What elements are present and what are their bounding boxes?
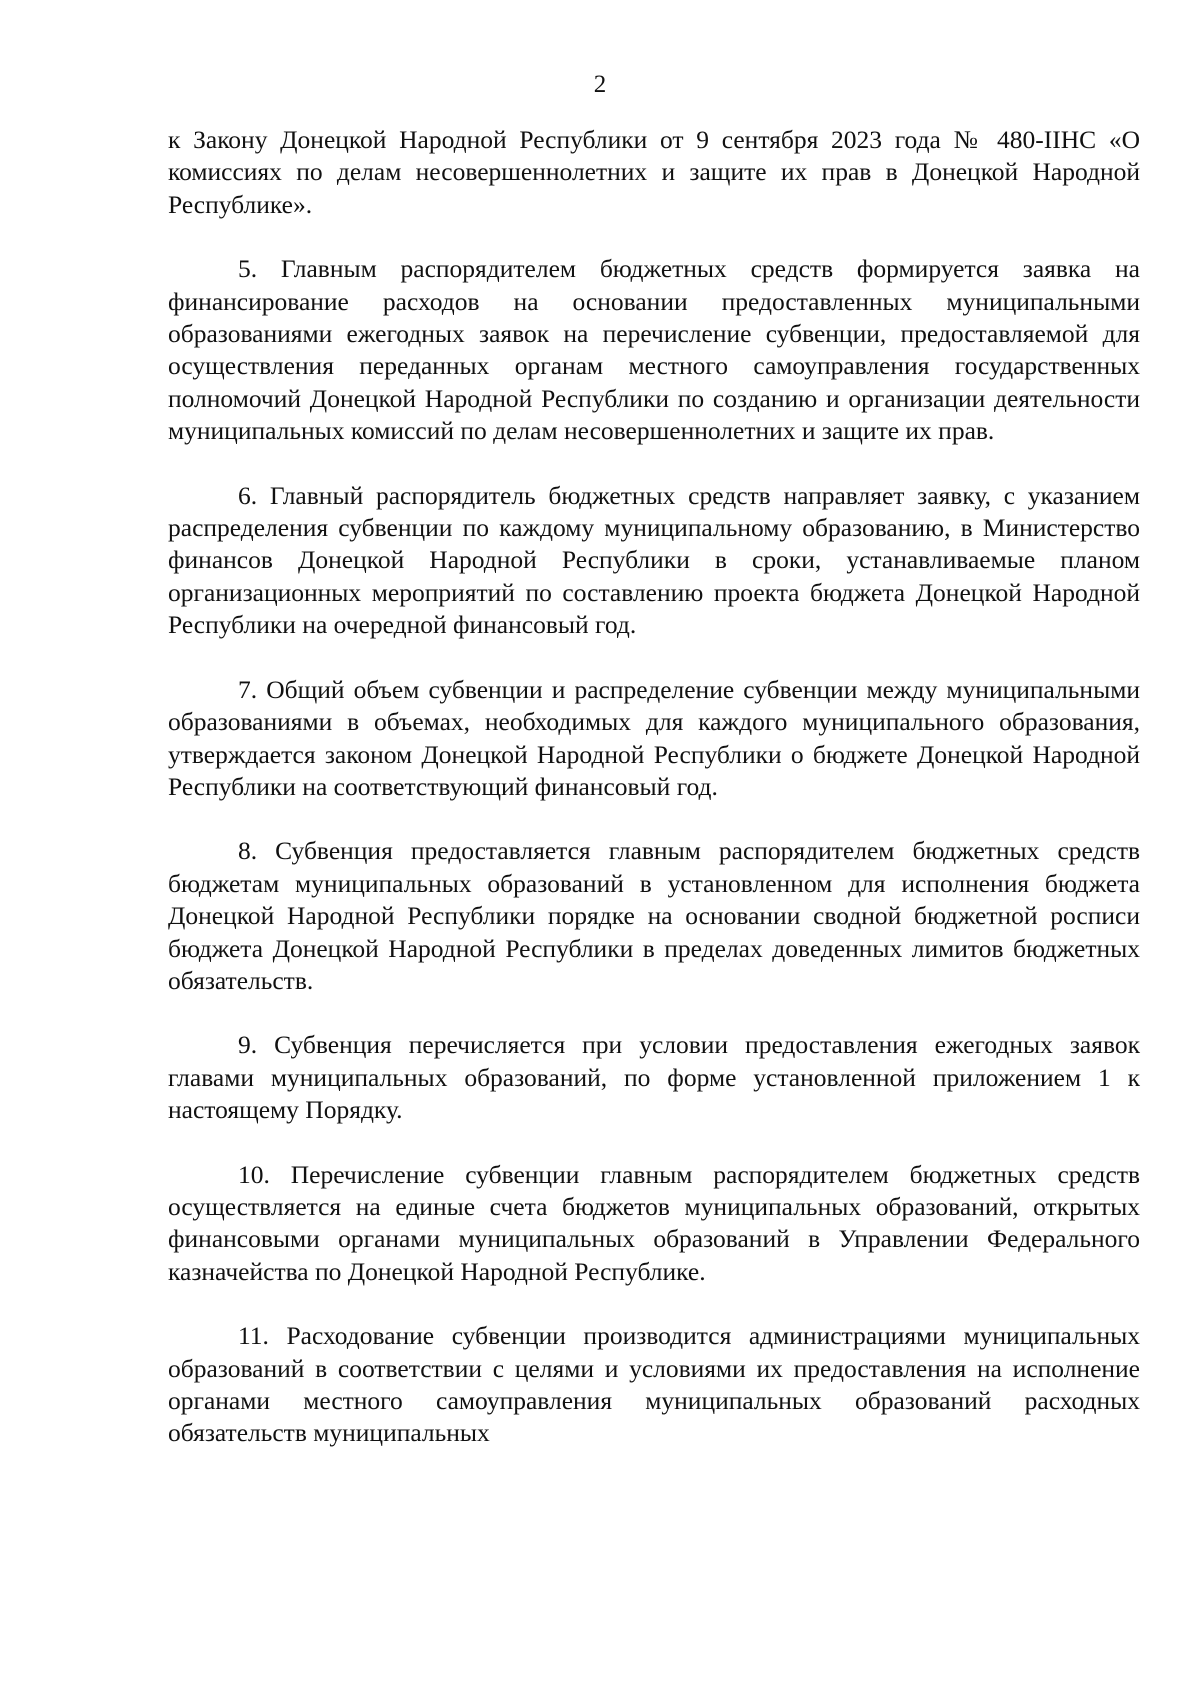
page-number: 2 [593, 71, 607, 98]
paragraph-6: 6. Главный распорядитель бюджетных средств направляет заявку, с указанием распределения субвенции по каждому муниципальному образованию, в Министерство финансов Донецкой Народной Республики в сроки, устанавливаемые планом организационных мероприятий по составлению проекта бюджета Донецкой Народной Республики на очередной финансовый год. [168, 480, 1140, 640]
document-body [168, 124, 1140, 1450]
paragraph-9: 9. Субвенция перечисляется при условии предоставления ежегодных заявок главами муниципальных образований, по форме установленной приложением 1 к настоящему Порядку. [168, 1030, 1140, 1125]
paragraph-8: 8. Субвенция предоставляется главным распорядителем бюджетных средств бюджетам муниципальных образований в установленном для исполнения бюджета Донецкой Народной Республики порядке на основании сводной бюджетной росписи бюджета Донецкой Народной Республики в пределах доведенных лимитов бюджетных обязательств. [168, 836, 1140, 995]
paragraph-11: 11. Расходование субвенции производится администрациями муниципальных образований в соответствии с целями и условиями их предоставления на исполнение органами местного самоуправления муниципальных образований расходных обязательств муниципальных [168, 1321, 1140, 1448]
paragraph-7: 7. Общий объем субвенции и распределение субвенции между муниципальными образованиями в объемах, необходимых для каждого муниципального образования, утверждается законом Донецкой Народной Республики о бюджете Донецкой Народной Республики на соответствующий финансовый год. [168, 674, 1140, 801]
paragraph-5: 5. Главным распорядителем бюджетных средств формируется заявка на финансирование расходов на основании предоставленных муниципальными образованиями ежегодных заявок на перечисление субвенции, предоставляемой для осуществления переданных органам местного самоуправления государственных полномочий Донецкой Народной Республики по созданию и организации деятельности муниципальных комиссий по делам несовершеннолетних и защите их прав. [168, 254, 1140, 446]
paragraph-law-reference: к Закону Донецкой Народной Республики от 9 сентября 2023 года № 480-IIНС «О комиссиях по делам несовершеннолетних и защите их прав в Донецкой Народной Республике». [168, 125, 1140, 219]
paragraph-10: 10. Перечисление субвенции главным распорядителем бюджетных средств осуществляется на единые счета бюджетов муниципальных образований, открытых финансовыми органами муниципальных образований в Управлении Федерального казначейства по Донецкой Народной Республике. [168, 1159, 1140, 1286]
